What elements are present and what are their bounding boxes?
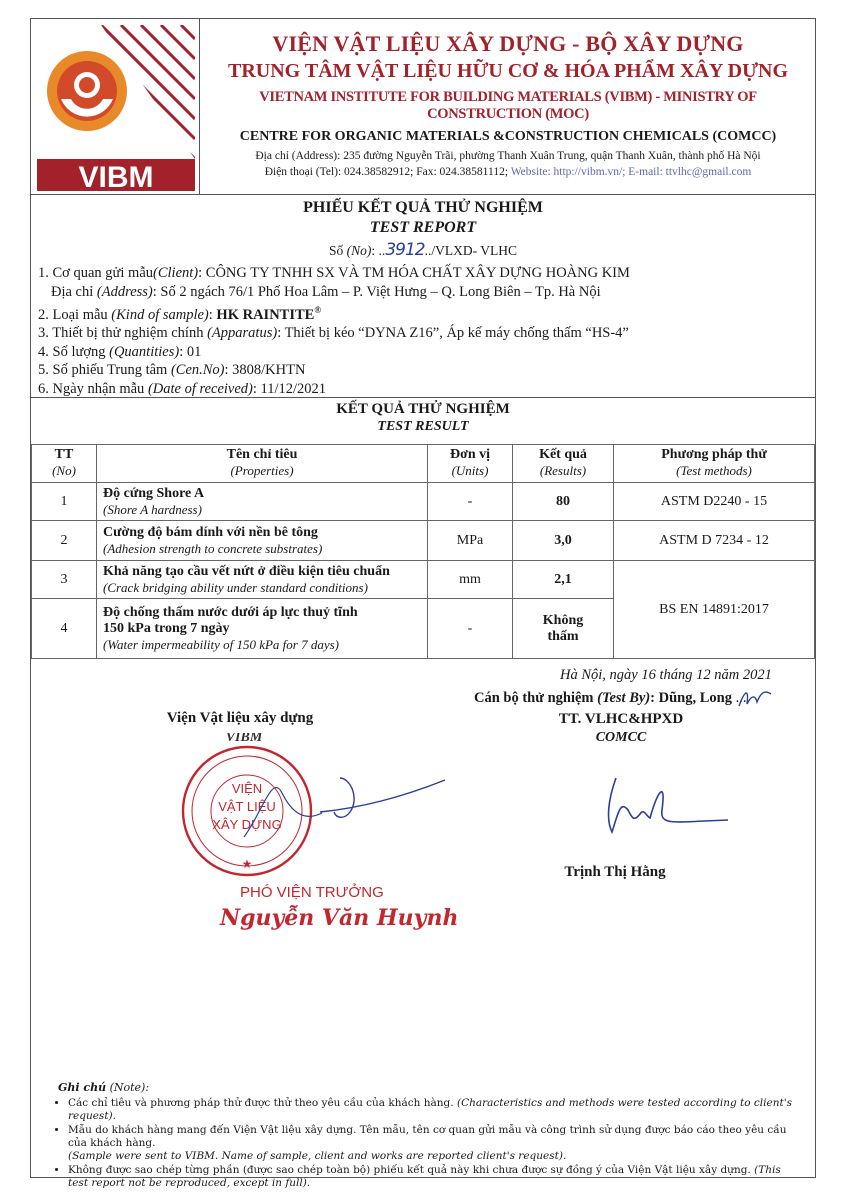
right-org-en: COMCC	[595, 730, 647, 745]
header-properties: Tên chỉ tiêu (Properties)	[97, 445, 428, 483]
cell-unit: -	[428, 483, 513, 521]
cell-property	[97, 561, 428, 599]
cell-property	[97, 521, 428, 561]
cell-no: 2	[32, 521, 97, 561]
info-label: 2. Loại mẫu	[38, 306, 112, 323]
left-signature	[300, 768, 450, 833]
cell-no: 4	[32, 599, 97, 659]
info-cen-no	[38, 361, 630, 380]
right-signature	[588, 770, 738, 845]
report-number	[31, 240, 815, 260]
info-value: : Số 2 ngách 76/1 Phố Hoa Lâm – P. Việt Hưng – Q. Long Biên – Tp. Hà Nội	[152, 283, 601, 300]
cell-no: 3	[32, 561, 97, 599]
cell-method: ASTM D 7234 - 12	[614, 521, 815, 561]
website-email: Website: http://vibm.vn/; E-mail: ttvlhc@gmail.com	[508, 166, 752, 178]
no-label: Số	[329, 243, 347, 258]
place-date: Hà Nội, ngày 16 tháng 12 năm 2021	[560, 667, 772, 683]
tester-line: Cán bộ thử nghiệm (Test By): Dũng, Long ...	[474, 690, 747, 706]
info-label: 4. Số lượng	[38, 343, 110, 360]
left-org: Viện Vật liệu xây dựng	[166, 710, 314, 726]
sample-name: HK RAINTITE	[216, 306, 315, 323]
right-org: TT. VLHC&HPXD	[558, 711, 684, 727]
info-value: : CÔNG TY TNHH SX VÀ TM HÓA CHẤT XÂY DỰNG HOÀNG KIM	[198, 265, 630, 281]
registered-mark: ®	[314, 305, 322, 315]
info-label-en: (Apparatus)	[207, 325, 278, 342]
property-en: (Crack bridging ability under standard conditions)	[103, 579, 368, 595]
info-label-en: (Client)	[153, 265, 199, 281]
notes-heading: Ghi chú (Note):	[58, 1081, 150, 1094]
no-suffix: ../VLXD- VLHC	[424, 243, 517, 258]
info-value: : 3808/KHTN	[224, 362, 306, 379]
property-vn-2: 150 kPa trong 7 ngày	[103, 620, 230, 636]
info-value: : 11/12/2021	[252, 380, 327, 397]
handwritten-number: 3912	[385, 240, 425, 260]
institute-name-en: VIETNAM INSTITUTE FOR BUILDING MATERIALS (VIBM) - MINISTRY OF CONSTRUCTION (MOC)	[259, 89, 757, 122]
info-received-date	[38, 380, 630, 399]
header-methods: Phương pháp thử (Test methods)	[614, 445, 815, 483]
stamp-line-2: VẬT LIỆU	[218, 799, 276, 814]
notes-section	[58, 1081, 798, 1191]
stamp-line-1: VIỆN	[231, 781, 263, 796]
vibm-logo	[31, 19, 200, 194]
info-apparatus	[38, 324, 630, 343]
svg-text:★: ★	[241, 857, 253, 871]
stamp-line-3: XÂY DỰNG	[212, 817, 282, 832]
info-label: 1. Cơ quan gửi mẫu	[38, 265, 154, 281]
deputy-director-title: PHÓ VIỆN TRƯỞNG	[240, 884, 384, 901]
report-title	[31, 199, 815, 260]
sample-info	[38, 264, 630, 398]
table-header-row	[32, 445, 815, 483]
results-table	[31, 444, 815, 659]
result-line-1: Không	[542, 612, 584, 628]
info-label: Địa chỉ	[51, 283, 97, 300]
address-line: Địa chỉ (Address): 235 đường Nguyễn Trãi, phường Thanh Xuân Trung, quận Thanh Xuân, thành phố Hà Nội	[255, 150, 761, 162]
info-label-en: (Date of received)	[147, 380, 253, 397]
cell-result: 2,1	[513, 561, 614, 599]
property-en: (Adhesion strength to concrete substrates)	[103, 540, 323, 556]
results-title	[31, 401, 815, 435]
no-colon: : ..	[371, 243, 386, 258]
info-sample	[38, 301, 630, 324]
result-line-2: thấm	[547, 628, 579, 644]
property-en: (Shore A hardness)	[103, 501, 202, 517]
results-title-en: TEST RESULT	[377, 419, 469, 434]
property-en: (Water impermeability of 150 kPa for 7 days)	[103, 636, 340, 652]
table-row	[32, 483, 815, 521]
divider	[31, 397, 815, 398]
centre-name-vn: TRUNG TÂM VẬT LIỆU HỮU CƠ & HÓA PHẨM XÂY DỰNG	[227, 60, 788, 82]
stamp-top-text: VIBM	[225, 733, 263, 745]
right-signer-name: Trịnh Thị Hằng	[564, 864, 666, 880]
no-label-en: (No)	[346, 243, 372, 258]
info-value: : 01	[179, 343, 202, 360]
header-no: TT (No)	[32, 445, 97, 483]
note-item: • Mẫu do khách hàng mang đến Viện Vật liệu xây dựng. Tên mẫu, tên cơ quan gửi mẫu và công trình sử dụng được báo cáo theo yêu cầu của khách hàng. (Sample were sent to VIBM. Name of sample, client and works are reported client's request).	[68, 1124, 798, 1163]
institute-name-vn: VIỆN VẬT LIỆU XÂY DỰNG - BỘ XÂY DỰNG	[272, 31, 744, 56]
info-address	[38, 283, 630, 302]
tester-label-en: (Test By)	[597, 690, 651, 706]
info-label-en: (Cen.No)	[170, 362, 225, 379]
logo-text: VIBM	[78, 161, 154, 194]
results-title-vn: KẾT QUẢ THỬ NGHIỆM	[336, 401, 510, 417]
cell-no: 1	[32, 483, 97, 521]
info-label: 5. Số phiếu Trung tâm	[38, 362, 171, 379]
info-quantity	[38, 343, 630, 362]
cell-unit: -	[428, 599, 513, 659]
title-en: TEST REPORT	[369, 219, 477, 236]
property-vn: Độ cứng Shore A	[103, 485, 205, 501]
cell-unit: MPa	[428, 521, 513, 561]
info-client	[38, 264, 630, 283]
cell-method: BS EN 14891:2017	[614, 561, 815, 659]
table-row	[32, 561, 815, 599]
info-label-en: (Kind of sample)	[111, 306, 209, 323]
header-results: Kết quả (Results)	[513, 445, 614, 483]
cell-property	[97, 599, 428, 659]
note-item: • Các chỉ tiêu và phương pháp thử được thử theo yêu cầu của khách hàng. (Characteristics and methods were tested according to client's request).	[68, 1097, 798, 1123]
table-row	[32, 521, 815, 561]
cell-unit: mm	[428, 561, 513, 599]
property-vn: Cường độ bám dính với nền bê tông	[103, 524, 318, 540]
cell-result: 80	[513, 483, 614, 521]
letterhead	[31, 19, 815, 195]
info-value: : Thiết bị kéo “DYNA Z16”, Áp kế máy chống thấm “HS-4”	[277, 325, 629, 342]
property-vn: Độ chống thấm nước dưới áp lực thuỷ tĩnh	[103, 604, 358, 620]
note-item: • Không được sao chép từng phần (được sao chép toàn bộ) phiếu kết quả này khi chưa được sự đồng ý của Viện Vật liệu xây dựng. (This test report not be reproduced, except in full).	[68, 1164, 798, 1190]
tester-names: : Dũng, Long	[650, 690, 732, 706]
phone-fax: Điện thoại (Tel): 024.38582912; Fax: 024.38581112;	[264, 166, 509, 178]
info-label-en: (Address)	[96, 283, 153, 300]
cell-property	[97, 483, 428, 521]
cell-result	[513, 599, 614, 659]
info-label: 6. Ngày nhận mẫu	[38, 380, 148, 397]
info-label-en: (Quantities)	[109, 343, 180, 360]
tester-label: Cán bộ thử nghiệm	[474, 690, 598, 706]
tester-initials-signature	[735, 686, 775, 717]
deputy-director-name: Nguyễn Văn Huynh	[220, 905, 459, 931]
centre-name-en: CENTRE FOR ORGANIC MATERIALS &CONSTRUCTION CHEMICALS (COMCC)	[239, 129, 777, 144]
header-units: Đơn vị (Units)	[428, 445, 513, 483]
cell-result: 3,0	[513, 521, 614, 561]
cell-method: ASTM D2240 - 15	[614, 483, 815, 521]
contact-line	[201, 166, 815, 178]
info-label: 3. Thiết bị thử nghiệm chính	[38, 325, 208, 342]
property-vn: Khả năng tạo cầu vết nứt ở điều kiện tiêu chuẩn	[103, 563, 390, 579]
info-colon: :	[208, 306, 217, 323]
title-vn: PHIẾU KẾT QUẢ THỬ NGHIỆM	[303, 199, 543, 216]
